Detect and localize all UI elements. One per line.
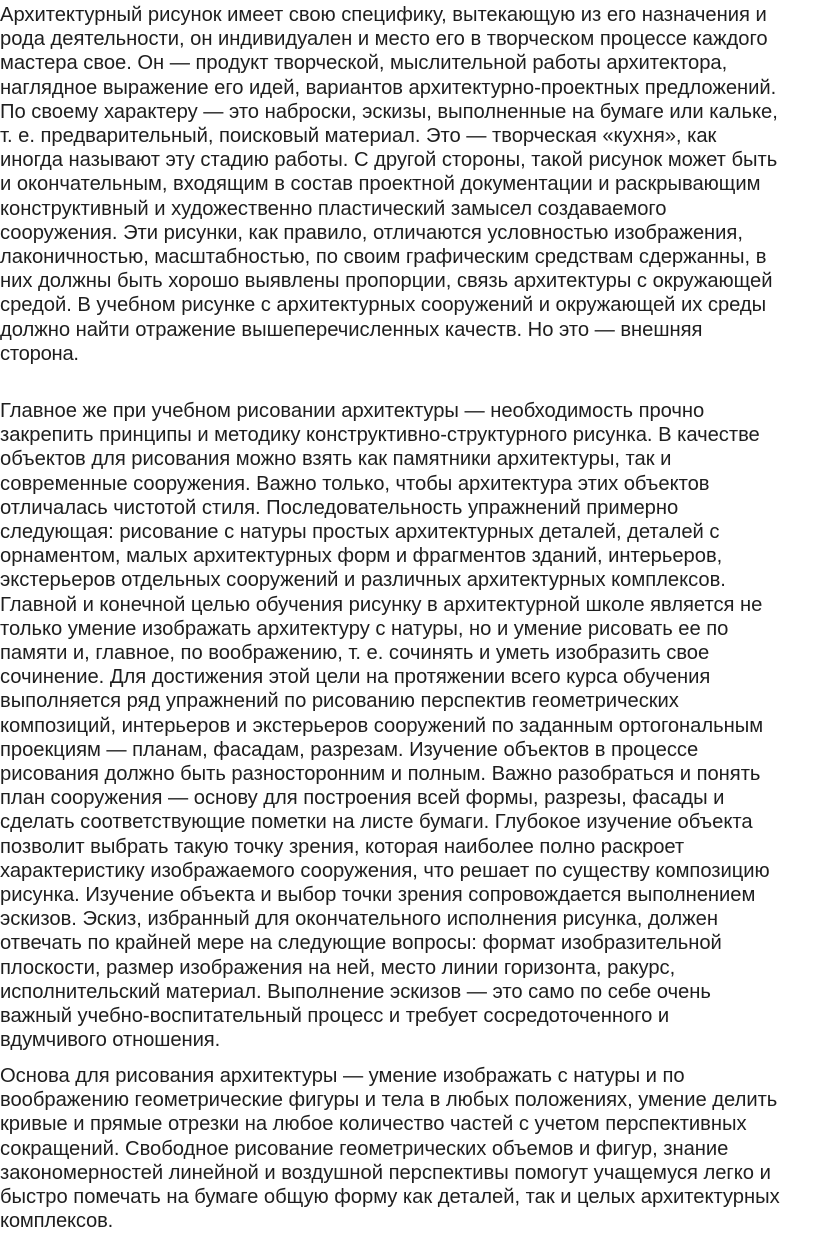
paragraph-line: только умение изображать архитектуру с натуры, но и умение рисовать ее по bbox=[0, 617, 729, 640]
paragraph-line: т. е. предварительный, поисковый материал. Это — творческая «кухня», как bbox=[0, 125, 717, 148]
paragraph-line: эскизов. Эскиз, избранный для окончательного исполнения рисунка, должен bbox=[0, 908, 718, 931]
paragraph-line: сочинение. Для достижения этой цели на протяжении всего курса обучения bbox=[0, 666, 711, 689]
paragraph-line: орнаментом, малых архитектурных форм и фрагментов зданий, интерьеров, bbox=[0, 545, 723, 568]
paragraph-line: мастера свое. Он — продукт творческой, мыслительной работы архитектора, bbox=[0, 52, 728, 75]
paragraph-line: сторона. bbox=[0, 342, 79, 365]
paragraph-line: плоскости, размер изображения на ней, место линии горизонта, ракурс, bbox=[0, 956, 676, 979]
paragraph-line: выполняется ряд упражнений по рисованию перспектив геометрических bbox=[0, 690, 679, 713]
paragraph-line: отличалась чистотой стиля. Последовательность упражнений примерно bbox=[0, 496, 679, 519]
paragraph-line: сооружения. Эти рисунки, как правило, отличаются условностью изображения, bbox=[0, 221, 743, 244]
paragraph-line: закономерностей линейной и воздушной перспективы помогут учащемуся легко и bbox=[0, 1161, 771, 1184]
paragraph-line: позволит выбрать такую точку зрения, которая наиболее полно раскроет bbox=[0, 835, 685, 858]
paragraph-line: воображению геометрические фигуры и тела в любых положениях, умение делить bbox=[0, 1089, 778, 1112]
paragraph-line: Архитектурный рисунок имеет свою специфику, вытекающую из его назначения и bbox=[0, 4, 767, 26]
paragraph-line: композиций, интерьеров и экстерьеров сооружений по заданным ортогональным bbox=[0, 714, 764, 737]
paragraph-line: конструктивный и художественно пластический замысел создаваемого bbox=[0, 197, 667, 220]
paragraph-line: объектов для рисования можно взять как памятники архитектуры, так и bbox=[0, 448, 672, 471]
paragraph-line: отвечать по крайней мере на следующие вопросы: формат изобразительной bbox=[0, 932, 722, 955]
paragraph-line: современные сооружения. Важно только, чтобы архитектура этих объектов bbox=[0, 472, 710, 495]
paragraph-line: средой. В учебном рисунке с архитектурных сооружений и окружающей их среды bbox=[0, 294, 767, 317]
paragraph-line: проекциям — планам, фасадам, разрезам. Изучение объектов в процессе bbox=[0, 738, 699, 761]
paragraph-line: вдумчивого отношения. bbox=[0, 1029, 221, 1052]
paragraph-1 bbox=[0, 3, 816, 366]
paragraph-line: иногда называют эту стадию работы. С другой стороны, такой рисунок может быть bbox=[0, 149, 778, 172]
paragraph-line: сокращений. Свободное рисование геометрических объемов и фигур, знание bbox=[0, 1137, 729, 1160]
paragraph-line: и окончательным, входящим в состав проектной документации и раскрывающим bbox=[0, 173, 761, 196]
paragraph-line: рода деятельности, он индивидуален и место его в творческом процессе каждого bbox=[0, 28, 768, 51]
paragraph-line: важный учебно-воспитательный процесс и требует сосредоточенного и bbox=[0, 1005, 670, 1028]
paragraph-line: быстро помечать на бумаге общую форму как деталей, так и целых архитектурных bbox=[0, 1186, 780, 1209]
paragraph-3 bbox=[0, 1064, 816, 1233]
paragraph-line: характеристику изображаемого сооружения, что решает по существу композицию bbox=[0, 859, 770, 882]
paragraph-line: Главной и конечной целью обучения рисунку в архитектурной школе является не bbox=[0, 593, 763, 616]
paragraph-line: план сооружения — основу для построения всей формы, разрезы, фасады и bbox=[0, 787, 725, 810]
paragraph-line: лаконичностью, масштабностью, по своим графическим средствам сдержанны, в bbox=[0, 246, 767, 269]
paragraph-line: них должны быть хорошо выявлены пропорции, связь архитектуры с окружающей bbox=[0, 270, 773, 293]
paragraph-line: Главное же при учебном рисовании архитектуры — необходимость прочно bbox=[0, 400, 705, 422]
paragraph-line: сделать соответствующие пометки на листе бумаги. Глубокое изучение объекта bbox=[0, 811, 753, 834]
paragraph-line: следующая: рисование с натуры простых архитектурных деталей, деталей с bbox=[0, 521, 720, 544]
paragraph-line: должно найти отражение вышеперечисленных качеств. Но это — внешняя bbox=[0, 318, 703, 341]
paragraph-line: Основа для рисования архитектуры — умение изображать с натуры и по bbox=[0, 1065, 685, 1087]
paragraph-line: исполнительский материал. Выполнение эскизов — это само по себе очень bbox=[0, 980, 711, 1003]
paragraph-line: памяти и, главное, по воображению, т. е. сочинять и уметь изобразить свое bbox=[0, 642, 710, 665]
paragraph-line: наглядное выражение его идей, вариантов архитектурно-проектных предложений. bbox=[0, 76, 777, 99]
paragraph-line: рисования должно быть разносторонним и полным. Важно разобраться и понять bbox=[0, 763, 761, 786]
paragraph-line: экстерьеров отдельных сооружений и различных архитектурных комплексов. bbox=[0, 569, 726, 592]
paragraph-2 bbox=[0, 399, 816, 1052]
paragraph-line: закрепить принципы и методику конструктивно-структурного рисунка. В качестве bbox=[0, 424, 760, 447]
paragraph-line: рисунка. Изучение объекта и выбор точки зрения сопровождается выполнением bbox=[0, 884, 756, 907]
paragraph-line: кривые и прямые отрезки на любое количество частей с учетом перспективных bbox=[0, 1113, 747, 1136]
paragraph-line: По своему характеру — это наброски, эскизы, выполненные на бумаге или кальке, bbox=[0, 100, 778, 123]
paragraph-line: комплексов. bbox=[0, 1210, 114, 1233]
